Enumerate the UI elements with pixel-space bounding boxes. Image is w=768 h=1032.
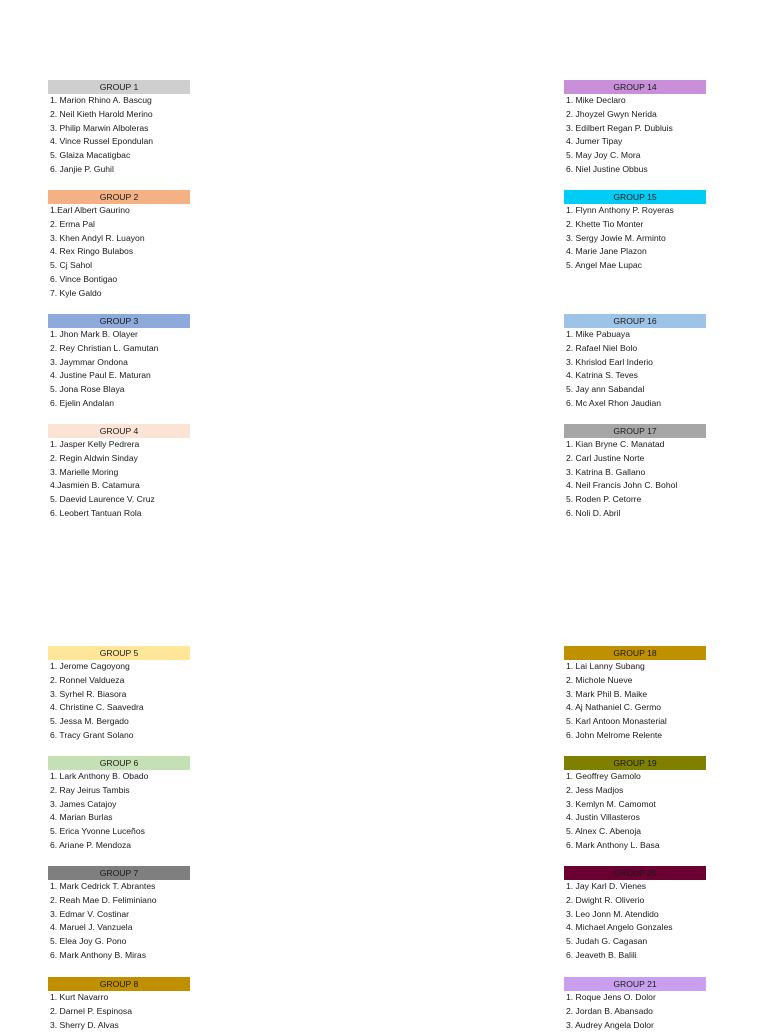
group-block bbox=[48, 80, 190, 177]
member-name: 5. Daevid Laurence V. Cruz bbox=[50, 494, 155, 505]
member-name: 2. Neil Kieth Harold Merino bbox=[50, 108, 153, 119]
group-header: GROUP 7 bbox=[48, 866, 190, 880]
group-block bbox=[48, 314, 190, 411]
member-name: 6. Noli D. Abril bbox=[566, 507, 621, 518]
member-name: 2. Darnel P. Espinosa bbox=[50, 1005, 133, 1016]
group-block bbox=[564, 190, 706, 273]
member-name: 2. Ray Jeirus Tambis bbox=[50, 784, 130, 795]
member-name: 6. Niel Justine Obbus bbox=[566, 163, 648, 174]
member-name: 3. Syrhel R. Biasora bbox=[50, 688, 127, 699]
group-header: GROUP 20 bbox=[564, 866, 706, 880]
member-name: 4. Maruel J. Vanzuela bbox=[50, 922, 133, 933]
group-header: GROUP 4 bbox=[48, 424, 190, 438]
member-name: 3. Kemlyn M. Camomot bbox=[566, 798, 656, 809]
member-name: 4. Jumer Tipay bbox=[566, 136, 623, 147]
member-name: 4. Vince Russel Epondulan bbox=[50, 136, 154, 147]
member-name: 1. Roque Jens O. Dolor bbox=[566, 992, 656, 1002]
member-name: 6. Ariane P. Mendoza bbox=[50, 839, 132, 850]
member-name: 2. Khette Tio Monter bbox=[566, 218, 644, 229]
member-name: 1. Flynn Anthony P. Royeras bbox=[566, 205, 674, 215]
group-header: GROUP 16 bbox=[564, 314, 706, 328]
group-block bbox=[564, 314, 706, 411]
group-block bbox=[564, 646, 706, 743]
member-name: 7. Kyle Galdo bbox=[50, 287, 102, 298]
member-name: 1. Kurt Navarro bbox=[50, 992, 109, 1002]
member-list bbox=[48, 328, 190, 411]
member-list bbox=[564, 770, 706, 853]
member-name: 4. Neil Francis John C. Bohol bbox=[566, 480, 678, 491]
member-list bbox=[48, 204, 190, 301]
member-name: 4. Marie Jane Plazon bbox=[566, 246, 647, 257]
member-name: 1. Kian Bryne C. Manatad bbox=[566, 439, 665, 449]
member-name: 1.Earl Albert Gaurino bbox=[50, 205, 130, 215]
member-name: 2. Jordan B. Abansado bbox=[566, 1005, 653, 1016]
group-header: GROUP 21 bbox=[564, 977, 706, 991]
member-name: 6. Vince Bontigao bbox=[50, 273, 118, 284]
member-name: 1. Jerome Cagoyong bbox=[50, 661, 130, 671]
group-header: GROUP 8 bbox=[48, 977, 190, 991]
member-name: 2. Jess Madjos bbox=[566, 784, 624, 795]
member-name: 5. Karl Antoon Monasterial bbox=[566, 716, 667, 727]
member-list bbox=[48, 770, 190, 853]
member-name: 2. Ronnel Valdueza bbox=[50, 674, 125, 685]
group-block bbox=[564, 756, 706, 853]
member-name: 6. Jeaveth B. Balili bbox=[566, 949, 637, 960]
member-list bbox=[48, 991, 190, 1032]
member-name: 4. Katrina S. Teves bbox=[566, 370, 638, 381]
group-header: GROUP 2 bbox=[48, 190, 190, 204]
member-name: 4. Justine Paul E. Maturan bbox=[50, 370, 151, 381]
group-block bbox=[564, 424, 706, 521]
member-name: 2. Michole Nueve bbox=[566, 674, 633, 685]
group-block bbox=[48, 646, 190, 743]
member-name: 5. Cj Sahol bbox=[50, 260, 93, 271]
member-name: 5. May Joy C. Mora bbox=[566, 150, 641, 161]
member-name: 2. Carl Justine Norte bbox=[566, 452, 645, 463]
member-list bbox=[564, 204, 706, 273]
member-name: 3. Audrey Angela Dolor bbox=[566, 1019, 654, 1030]
member-name: 6. Mark Anthony L. Basa bbox=[566, 839, 660, 850]
member-name: 3. Khen Andyl R. Luayon bbox=[50, 232, 145, 243]
member-name: 5. Erica Yvonne Luceños bbox=[50, 826, 145, 837]
member-name: 3. Sherry D. Alvas bbox=[50, 1019, 119, 1030]
member-name: 1. Jhon Mark B. Olayer bbox=[50, 329, 138, 339]
member-name: 6. Mark Anthony B. Miras bbox=[50, 949, 146, 960]
member-name: 1. Lark Anthony B. Obado bbox=[50, 771, 149, 781]
member-name: 6. John Melrome Relente bbox=[566, 729, 663, 740]
member-name: 3. Philip Marwin Alboleras bbox=[50, 122, 149, 133]
member-name: 1. Lai Lanny Subang bbox=[566, 661, 645, 671]
member-list bbox=[564, 660, 706, 743]
group-header: GROUP 6 bbox=[48, 756, 190, 770]
member-name: 5. Roden P. Cetorre bbox=[566, 494, 642, 505]
member-name: 2. Reah Mae D. Feliminiano bbox=[50, 894, 157, 905]
member-name: 3. Marielle Moring bbox=[50, 466, 119, 477]
member-name: 4. Michael Angelo Gonzales bbox=[566, 922, 673, 933]
group-header: GROUP 18 bbox=[564, 646, 706, 660]
member-name: 1. Jasper Kelly Pedrera bbox=[50, 439, 140, 449]
group-block bbox=[48, 866, 190, 963]
member-list bbox=[48, 660, 190, 743]
member-name: 6. Tracy Grant Solano bbox=[50, 729, 134, 740]
member-name: 2. Jhoyzel Gwyn Nerida bbox=[566, 108, 657, 119]
group-header: GROUP 1 bbox=[48, 80, 190, 94]
member-name: 3. Leo Jonn M. Atendido bbox=[566, 908, 659, 919]
member-name: 5. Jay ann Sabandal bbox=[566, 384, 645, 395]
member-name: 6. Ejelin Andalan bbox=[50, 397, 115, 408]
member-name: 5. Angel Mae Lupac bbox=[566, 260, 642, 271]
member-name: 1. Geoffrey Gamolo bbox=[566, 771, 641, 781]
group-block bbox=[564, 80, 706, 177]
member-name: 1. Mike Pabuaya bbox=[566, 329, 631, 339]
member-name: 3. Sergy Jowie M. Arminto bbox=[566, 232, 666, 243]
member-name: 1. Marion Rhino A. Bascug bbox=[50, 95, 152, 105]
member-name: 5. Jona Rose Blaya bbox=[50, 384, 125, 395]
member-name: 5. Alnex C. Abenoja bbox=[566, 826, 642, 837]
member-name: 3. Edilbert Regan P. Dubluis bbox=[566, 122, 673, 133]
member-list bbox=[48, 438, 190, 521]
member-name: 4. Rex Ringo Bulabos bbox=[50, 246, 134, 257]
group-header: GROUP 19 bbox=[564, 756, 706, 770]
member-name: 4. Christine C. Saavedra bbox=[50, 702, 144, 713]
member-name: 2. Dwight R. Oliverio bbox=[566, 894, 645, 905]
member-name: 4. Justin Villasteros bbox=[566, 812, 640, 823]
member-name: 3. Edmar V. Costinar bbox=[50, 908, 129, 919]
member-name: 2. Rafael Niel Bolo bbox=[566, 342, 638, 353]
group-header: GROUP 5 bbox=[48, 646, 190, 660]
member-name: 3. James Catajoy bbox=[50, 798, 117, 809]
group-header: GROUP 15 bbox=[564, 190, 706, 204]
member-list bbox=[564, 94, 706, 177]
member-list bbox=[564, 880, 706, 963]
group-block bbox=[564, 866, 706, 963]
member-name: 4. Marian Burlas bbox=[50, 812, 113, 823]
member-name: 6. Janjie P. Guhil bbox=[50, 163, 114, 174]
member-list bbox=[564, 991, 706, 1032]
member-list bbox=[564, 328, 706, 411]
member-name: 6. Mc Axel Rhon Jaudian bbox=[566, 397, 662, 408]
member-name: 1. Mark Cedrick T. Abrantes bbox=[50, 881, 156, 891]
member-name: 5. Jessa M. Bergado bbox=[50, 716, 129, 727]
member-name: 3. Katrina B. Gallano bbox=[566, 466, 646, 477]
member-name: 5. Glaiza Macatigbac bbox=[50, 150, 131, 161]
member-name: 2. Regin Aldwin Sinday bbox=[50, 452, 138, 463]
member-name: 3. Jaymmar Ondona bbox=[50, 356, 128, 367]
member-name: 4. Aj Nathaniel C. Germo bbox=[566, 702, 662, 713]
group-block bbox=[48, 190, 190, 301]
member-name: 2. Erma Pal bbox=[50, 218, 95, 229]
member-name: 5. Judah G. Cagasan bbox=[566, 936, 648, 947]
member-name: 5. Elea Joy G. Pono bbox=[50, 936, 127, 947]
member-name: 6. Leobert Tantuan Rola bbox=[50, 507, 142, 518]
member-name: 1. Mike Declaro bbox=[566, 95, 626, 105]
member-name: 2. Rey Christian L. Gamutan bbox=[50, 342, 159, 353]
member-list bbox=[48, 880, 190, 963]
group-header: GROUP 17 bbox=[564, 424, 706, 438]
group-block bbox=[48, 424, 190, 521]
member-name: 4.Jasmien B. Catamura bbox=[50, 480, 140, 491]
member-name: 3. Khrislod Earl Inderio bbox=[566, 356, 653, 367]
group-block bbox=[48, 756, 190, 853]
group-header: GROUP 3 bbox=[48, 314, 190, 328]
member-name: 1. Jay Karl D. Vienes bbox=[566, 881, 647, 891]
member-list bbox=[48, 94, 190, 177]
member-name: 3. Mark Phil B. Maike bbox=[566, 688, 648, 699]
group-header: GROUP 14 bbox=[564, 80, 706, 94]
member-list bbox=[564, 438, 706, 521]
